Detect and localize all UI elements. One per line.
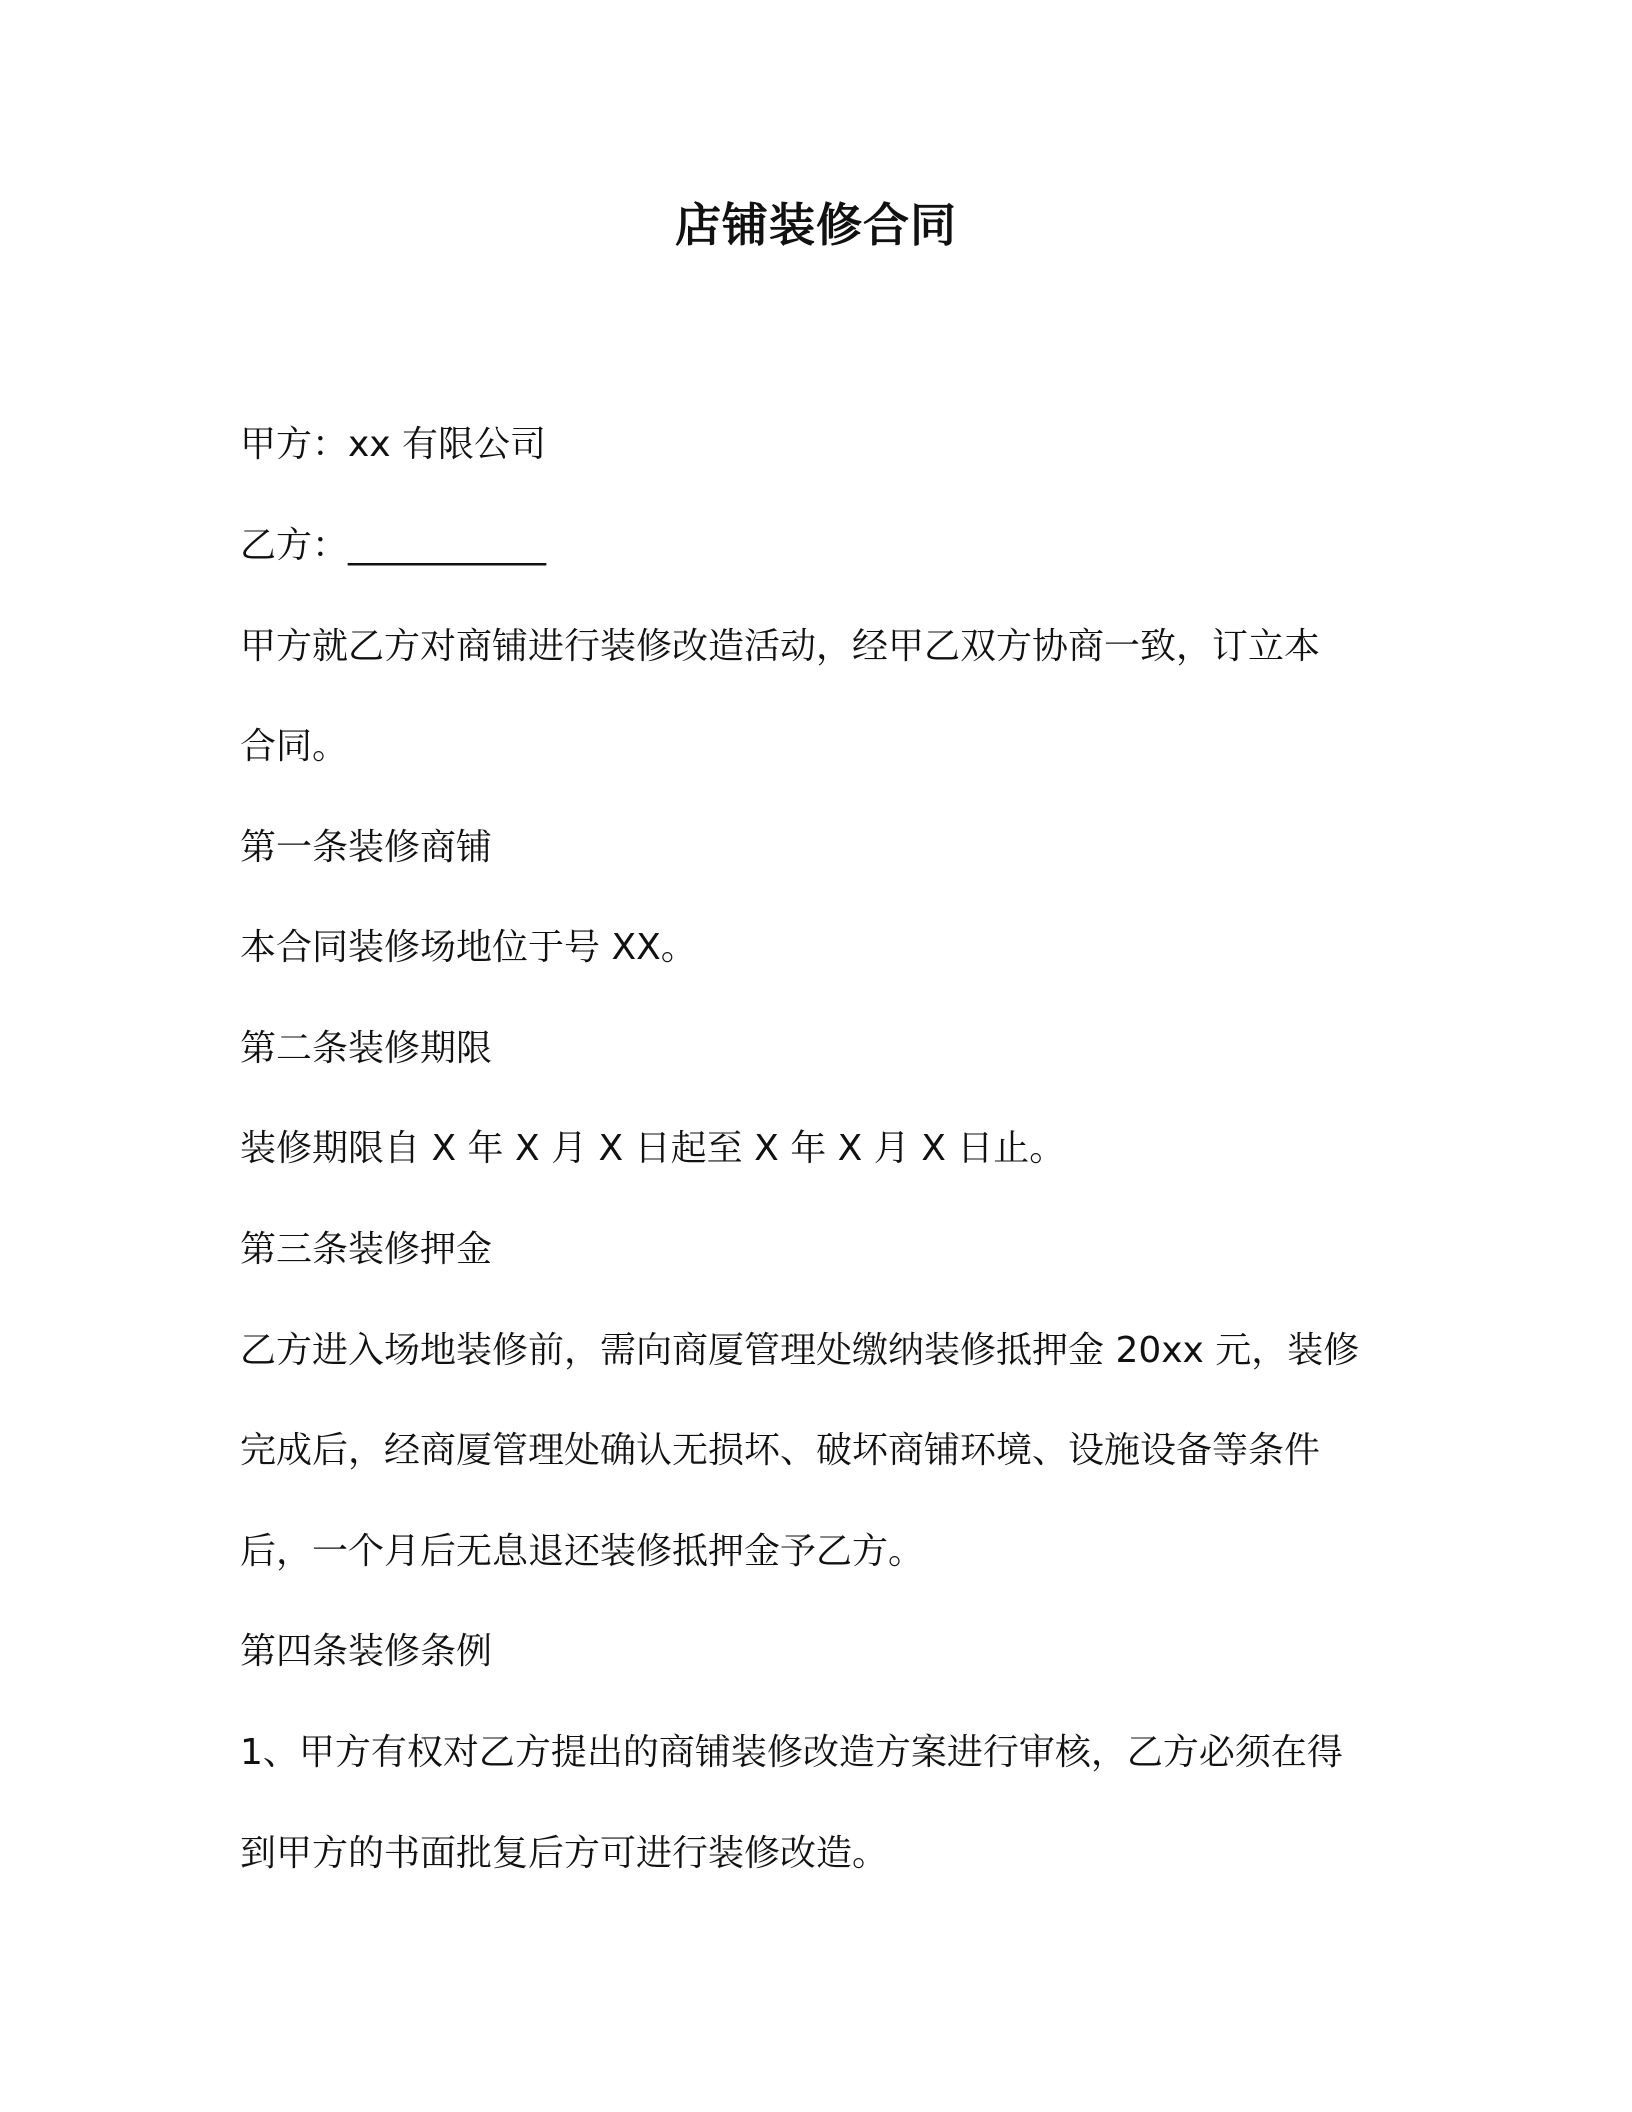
article-body-line: 本合同装修场地位于号 XX。 xyxy=(240,927,697,968)
article-body-line: 后，一个月后无息退还装修抵押金予乙方。 xyxy=(240,1531,925,1572)
article-body-line: 到甲方的书面批复后方可进行装修改造。 xyxy=(240,1833,889,1874)
preamble-line: 甲方就乙方对商铺进行装修改造活动，经甲乙双方协商一致，订立本 xyxy=(240,626,1321,667)
article-heading: 第二条装修期限 xyxy=(240,1028,493,1069)
article-heading: 第三条装修押金 xyxy=(240,1229,493,1270)
article-body-line: 装修期限自 X 年 X 月 X 日起至 X 年 X 月 X 日止。 xyxy=(240,1128,1066,1169)
article-body-line: 完成后，经商厦管理处确认无损坏、破坏商铺环境、设施设备等条件 xyxy=(240,1430,1321,1471)
article-heading: 第一条装修商铺 xyxy=(240,827,493,868)
article-heading: 第四条装修条例 xyxy=(240,1631,493,1672)
party-a-line: 甲方：xx 有限公司 xyxy=(240,424,547,465)
document-title: 店铺装修合同 xyxy=(675,198,957,252)
party-b-line: 乙方：___________ xyxy=(240,525,547,566)
article-body-line: 乙方进入场地装修前，需向商厦管理处缴纳装修抵押金 20xx 元，装修 xyxy=(240,1330,1360,1371)
article-body-line: 1、甲方有权对乙方提出的商铺装修改造方案进行审核，乙方必须在得 xyxy=(240,1732,1343,1773)
preamble-line: 合同。 xyxy=(240,726,349,767)
